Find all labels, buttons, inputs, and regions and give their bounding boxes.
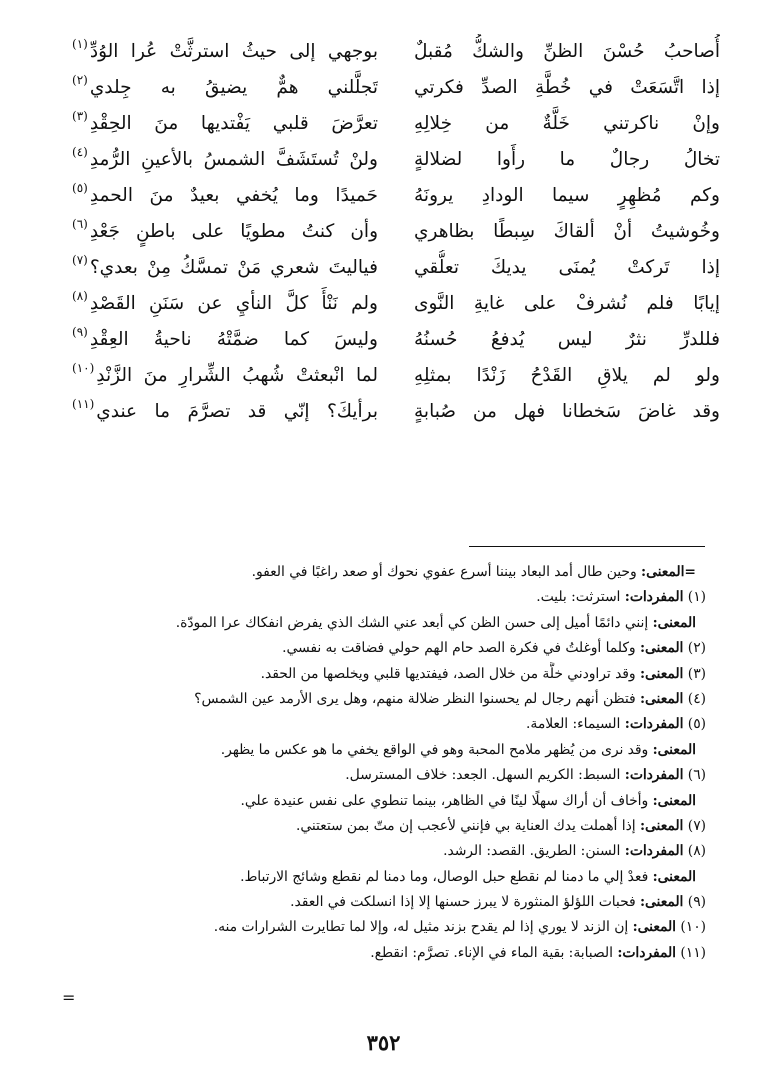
footnote-label: المفردات:: [617, 944, 676, 961]
verse-first-hemistich: إذا تَركتْ يُمنَى يديكَ تعلُّقي: [414, 257, 720, 278]
verse-second-hemistich: [72, 286, 378, 322]
footnote-text: فحبات اللؤلؤ المنثورة لا يبرز حسنها إلا إذا انسلكت في العقد.: [290, 894, 640, 911]
footnote-marker: (٢): [72, 73, 88, 87]
footnote-label: المعنى:: [639, 894, 684, 911]
footnote-label: المعنى:: [652, 792, 696, 809]
footnote-label: المعنى:: [652, 614, 696, 631]
footnote-line: [80, 865, 706, 890]
footnote-number: (٦): [683, 767, 706, 784]
verse-row: [72, 70, 720, 106]
verse-second-hemistich: [72, 394, 378, 430]
verse-row: [72, 322, 720, 358]
verse-first-hemistich: وكم مُظهِرٍ سيما الودادِ يرونَهُ: [414, 185, 720, 206]
verse-row: [72, 358, 720, 394]
verse-second-text: تعرَّضَ قلبي يَفْتديها منَ الحِقْدِ: [89, 113, 378, 134]
footnote-text: السيماء: العلامة.: [526, 716, 625, 733]
verse-second-text: وليسَ كما ضمَّتْهُ ناحيةُ العِقْدِ: [89, 329, 378, 350]
verse-second-text: وأن كنتُ مطويًا على باطنٍ جَعْدِ: [89, 221, 378, 242]
footnote-line: [80, 712, 706, 737]
footnote-marker: (٩): [72, 325, 88, 339]
footnote-number: (٢): [683, 640, 706, 657]
footnote-divider: [469, 546, 705, 547]
footnote-marker: (١٠): [72, 361, 95, 375]
footnote-marker: (٤): [72, 145, 88, 159]
verse-row: [72, 142, 720, 178]
verse-second-hemistich: [72, 142, 378, 178]
footnote-number: (٨): [683, 843, 706, 860]
footnote-line: [80, 636, 706, 661]
verse-second-text: لما انْبعثتْ شُهبُ الشِّرارِ منَ الزَّنْدِ: [96, 365, 378, 386]
verse-first-hemistich: فللدرِّ نثرٌ ليس يُدفعُ حُسنُهُ: [414, 329, 720, 350]
footnote-number: (٩): [683, 894, 706, 911]
footnote-number: (١): [683, 589, 706, 606]
footnote-line: [80, 915, 706, 940]
footnote-line: [80, 763, 706, 788]
footnote-label: المعنى:: [652, 741, 696, 758]
footnote-text: الصبابة: بقية الماء في الإناء. تصرَّم: انقطع.: [370, 944, 618, 961]
footnote-text: إن الزند لا يوري إذا لم يقدح بزند مثيل له، وإلا لما تطايرت الشرارات منه.: [213, 919, 633, 936]
verse-second-hemistich: [72, 358, 378, 394]
footnote-text: وقد تراودني خلَّة من خلال الصد، فيفتديها قلبي ويخلصها من الحقد.: [260, 665, 640, 682]
footnote-label: المفردات:: [624, 716, 684, 733]
footnote-marker: (١): [72, 37, 88, 51]
footnote-line: [80, 662, 706, 687]
verse-first-hemistich: إذا اتَّسَعَتْ في خُطَّةِ الصدِّ فكرتي: [414, 77, 720, 98]
verse-second-hemistich: [72, 106, 378, 142]
verse-second-text: فياليتَ شعري مَنْ تمسَّكُ مِنْ بعدي؟: [89, 257, 378, 278]
footnote-line: [80, 687, 706, 712]
footnote-text: إذا أهملت يدك العناية بي فإنني لأعجب إن متّ بمن ستعتني.: [295, 817, 640, 834]
footnote-text: فتظن أنهم رجال لم يحسنوا النظر ضلالة منهم، وهل يرى الأرمد عين الشمس؟: [194, 690, 640, 707]
footnote-line: [80, 738, 706, 763]
footnote-number: (٥): [683, 716, 706, 733]
footnote-marker: (٣): [72, 109, 88, 123]
footnote-marker: (٦): [72, 217, 88, 231]
footnote-label: المعنى:: [639, 640, 684, 657]
verse-second-text: ولنْ تُستَشَفَّ الشمسُ بالأعينِ الرُّمدِ: [89, 149, 378, 170]
verse-row: [72, 214, 720, 250]
verse-second-hemistich: [72, 178, 378, 214]
footnote-number: (٤): [683, 690, 706, 707]
continuation-mark: =: [62, 988, 76, 1007]
footnote-text: وقد نرى من يُظهر ملامح المحبة وهو في الواقع يخفي ما هو عكس ما يظهر.: [220, 741, 653, 758]
footnote-line: [80, 789, 706, 814]
footnote-text: إنني دائمًا أميل إلى حسن الظن كي أبعد عني الشك الذي يفرض انفكاك عرا المودّة.: [175, 614, 653, 631]
footnote-text: السبط: الكريم السهل. الجعد: خلاف المسترسل.: [345, 767, 625, 784]
footnote-label: المعنى:: [639, 690, 684, 707]
footnote-number: (١٠): [676, 919, 706, 936]
footnote-line: [80, 585, 706, 610]
footnote-label: المعنى:: [652, 868, 696, 885]
verse-second-hemistich: [72, 214, 378, 250]
verse-first-hemistich: وخُوشيتُ أنْ ألقاكَ سِبطًا بظاهري: [414, 221, 720, 242]
verse-second-hemistich: [72, 70, 378, 106]
footnotes: [80, 560, 706, 966]
verse-row: [72, 394, 720, 430]
footnote-text: استرثت: بليت.: [536, 589, 625, 606]
footnote-label: المعنى:: [639, 817, 684, 834]
verse-row: [72, 250, 720, 286]
footnote-text: وحين طال أمد البعاد بيننا أسرع عفوي نحوك أو صعد راغبًا في العفو.: [251, 564, 641, 580]
verse-second-hemistich: [72, 250, 378, 286]
page-number: ٣٥٢: [366, 1030, 401, 1055]
footnote-text: وكلما أوغلتُ في فكرة الصد حام الهم حولي فضاقت به نفسي.: [282, 640, 640, 657]
footnote-number: (٧): [683, 817, 706, 834]
verse-row: [72, 286, 720, 322]
footnote-label: المعنى:: [632, 919, 676, 936]
footnote-marker: (٥): [72, 181, 88, 195]
footnote-marker: (١١): [72, 397, 95, 411]
poem-verses: [72, 34, 720, 430]
verse-second-hemistich: [72, 34, 378, 70]
verse-second-hemistich: [72, 322, 378, 358]
footnote-number: (٣): [683, 665, 706, 682]
verse-second-text: بوجهي إلى حيثُ استرثَّتْ عُرا الوُدِّ: [89, 41, 378, 62]
verse-second-text: تَجلَّلني همٌّ يضيقُ به جِلدي: [89, 77, 378, 98]
verse-second-text: ولم نَنْأَ كلَّ النأيِ عن سَنَنِ القَصْدِ: [89, 293, 378, 314]
verse-second-text: برأيكَ؟ إنّي قد تصرَّمَ ما عندي: [96, 401, 378, 422]
footnote-text: وأخاف أن أراك سهلًا لينًا في الظاهر، بينما تنطوي على نفس عنيدة علي.: [240, 792, 653, 809]
footnote-number: (١١): [676, 944, 706, 961]
verse-row: [72, 178, 720, 214]
footnote-line: [80, 890, 706, 915]
footnote-text: فعدْ إلي ما دمنا لم نقطع حبل الوصال، وما دمنا لم نقطع وشائج الارتباط.: [240, 868, 653, 885]
footnote-line: [80, 839, 706, 864]
verse-first-hemistich: أُصاحبُ حُسْنَ الظنِّ والشكُّ مُقبلٌ: [414, 41, 720, 62]
verse-row: [72, 34, 720, 70]
verse-first-hemistich: إيابًا فلم نُشرفْ على غايةِ النَّوى: [414, 293, 720, 314]
footnote-label: المفردات:: [624, 843, 684, 860]
verse-first-hemistich: وقد غاضَ سَخطانا فهل من صُبابةٍ: [414, 401, 720, 422]
footnote-line: [80, 611, 706, 636]
footnote-line: [80, 941, 706, 966]
verse-first-hemistich: وإنْ ناكرتني خَلَّةٌ من خِلالِهِ: [414, 113, 720, 134]
footnote-label: المفردات:: [624, 589, 684, 606]
verse-second-text: حَميدًا وما يُخفي بعيدٌ منَ الحمدِ: [89, 185, 378, 206]
footnote-label: المفردات:: [624, 767, 684, 784]
footnote-line: [80, 560, 706, 585]
footnote-label: المعنى:: [639, 665, 684, 682]
footnote-marker: (٧): [72, 253, 88, 267]
verse-first-hemistich: ولو لم يلاقِ القَدْحُ زَنْدًا بمثلِهِ: [414, 365, 720, 386]
footnote-text: السنن: الطريق. القصد: الرشد.: [443, 843, 625, 860]
footnote-line: [80, 814, 706, 839]
footnote-label: =المعنى:: [641, 564, 696, 580]
footnote-marker: (٨): [72, 289, 88, 303]
verse-row: [72, 106, 720, 142]
verse-first-hemistich: تخالُ رجالٌ ما رأَوا لضلالةٍ: [414, 149, 720, 170]
